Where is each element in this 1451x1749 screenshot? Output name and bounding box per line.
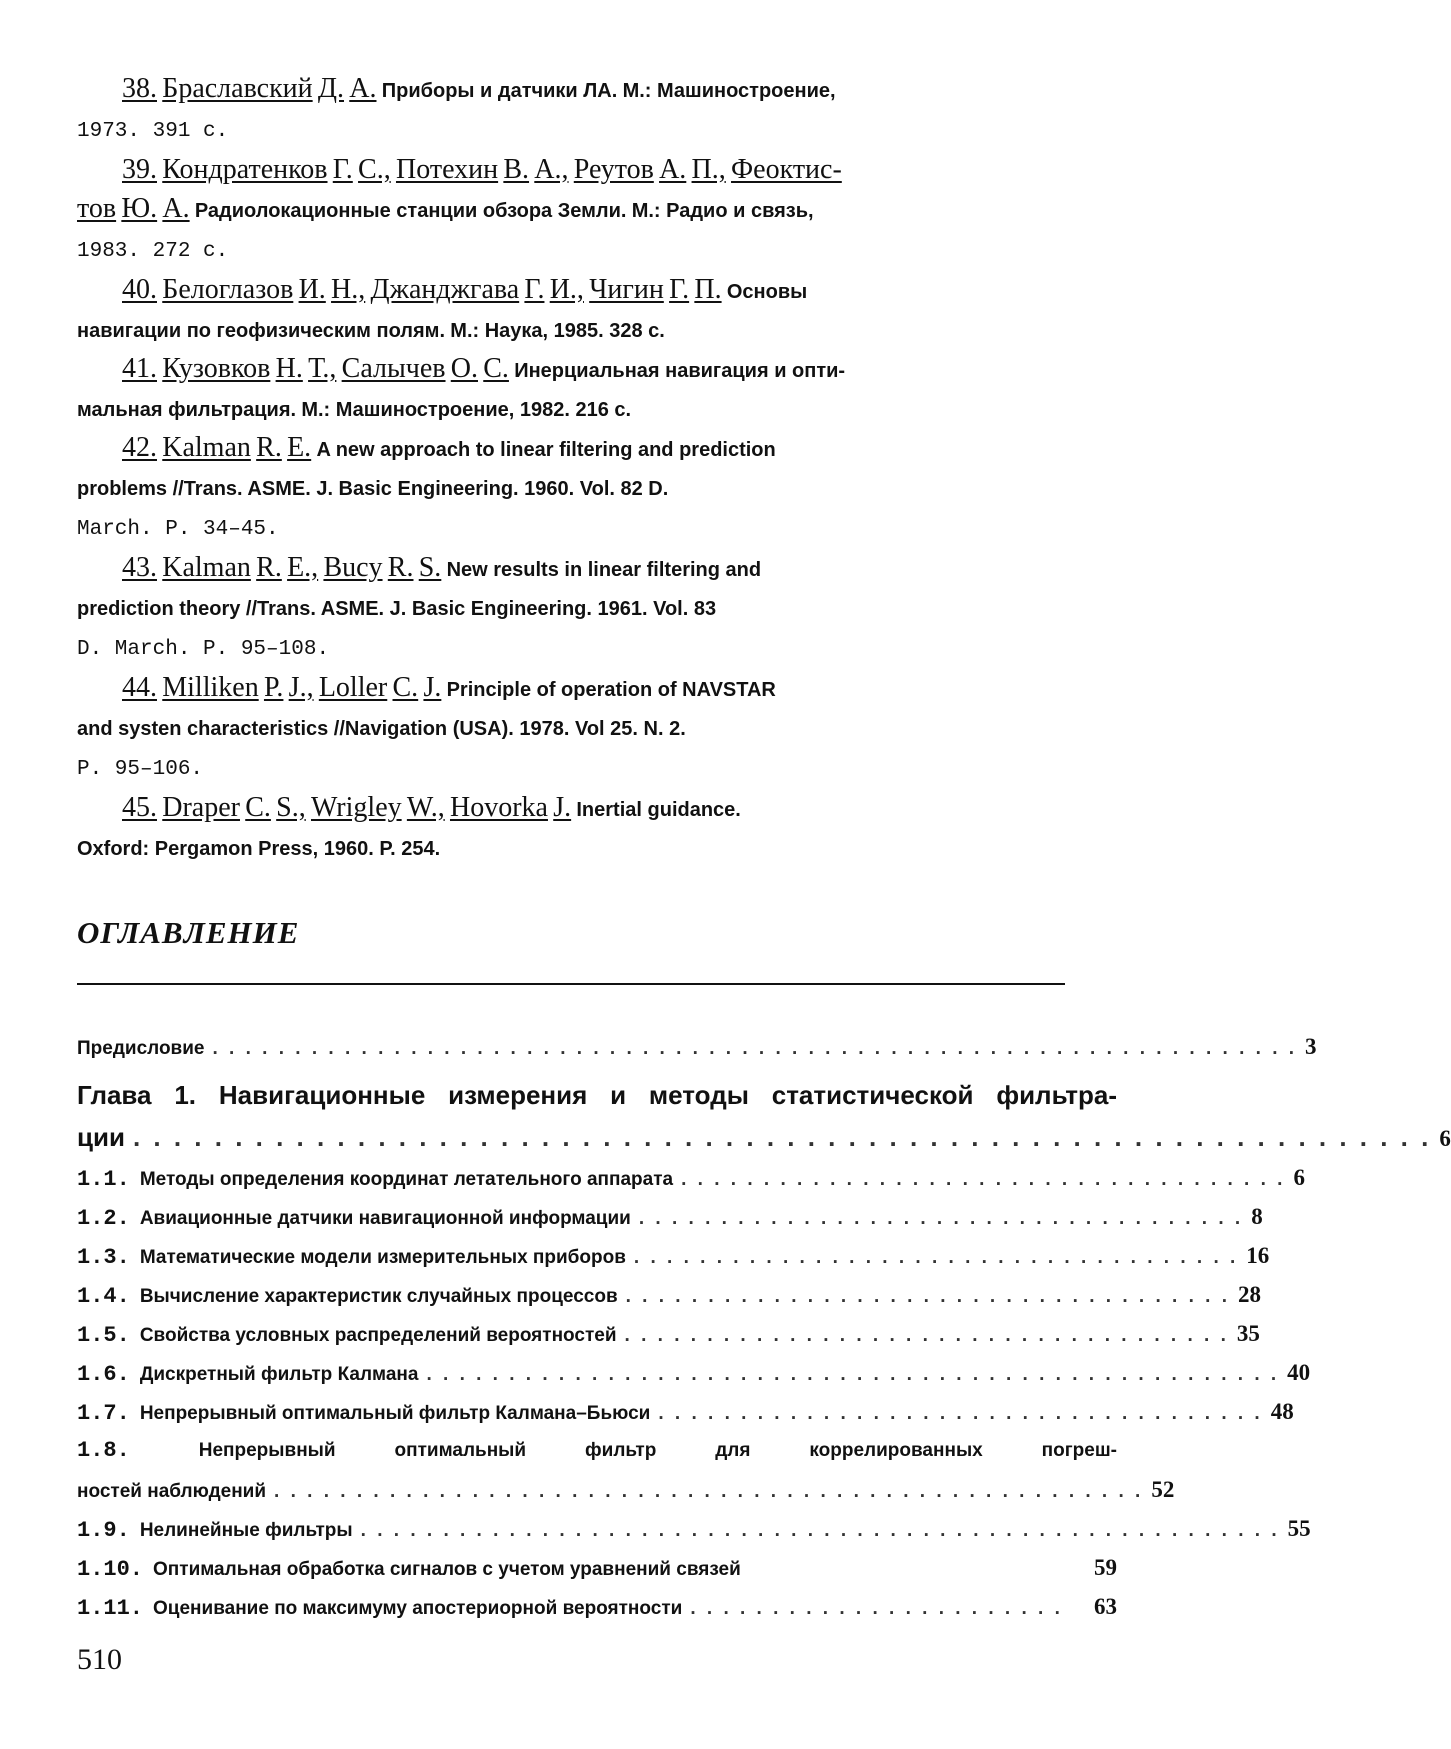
reference-44 <box>77 669 1117 789</box>
toc-page: 6 <box>1439 1126 1451 1151</box>
ref-author: E., <box>287 552 319 583</box>
toc-page: 3 <box>1305 1034 1317 1059</box>
toc-section-number: 1.6. <box>77 1362 130 1387</box>
ref-author: Реутов <box>573 154 654 185</box>
toc-page: 35 <box>1236 1321 1260 1346</box>
toc-page: 63 <box>1094 1594 1117 1619</box>
ref-author: П. <box>694 274 722 305</box>
ref-author: Bucy <box>323 552 383 583</box>
toc-entry-section-1-8[interactable] <box>77 1431 1117 1470</box>
toc-entry-chapter-1[interactable] <box>77 1074 1117 1116</box>
ref-author: W., <box>406 792 445 823</box>
ref-title: Приборы и датчики ЛА. <box>381 80 618 102</box>
ref-author: Н. <box>275 353 303 384</box>
toc-divider <box>77 983 1065 985</box>
toc-label: Нелинейные фильтры <box>139 1520 353 1541</box>
toc-section-number: 1.7. <box>77 1401 130 1426</box>
ref-author: И. <box>298 274 326 305</box>
toc-label: Оценивание по максимуму апостериорной вероятности <box>153 1598 683 1619</box>
page-number: 510 <box>77 1643 122 1676</box>
ref-author: А. <box>659 154 687 185</box>
ref-author: Г. <box>524 274 545 305</box>
ref-title-cont: Oxford: Pergamon Press, 1960. P. 254. <box>77 838 441 860</box>
toc-page: 8 <box>1251 1204 1263 1229</box>
ref-author: Потехин <box>395 154 499 185</box>
reference-43 <box>77 549 1117 669</box>
ref-author: J. <box>553 792 572 823</box>
bibliography <box>77 70 1117 868</box>
ref-author: Феоктис- <box>731 154 842 185</box>
toc-section-number: 1.1. <box>77 1167 130 1192</box>
toc-section-number: 1.2. <box>77 1206 130 1231</box>
ref-number: 43. <box>122 552 157 583</box>
ref-author: Milliken <box>162 672 259 703</box>
toc-label: Предисловие <box>77 1038 205 1059</box>
reference-38 <box>77 70 1117 151</box>
toc-entry-section[interactable] <box>77 1275 1261 1314</box>
ref-number: 44. <box>122 672 157 703</box>
toc-leader: . . . . . . . . . . . . . . . . . . . . . . . . . . . . . . . . . . . . . . . . . . . . . . . . . . . . <box>426 1364 1280 1385</box>
ref-author: П., <box>691 154 726 185</box>
ref-tail: 1983. 272 с. <box>77 240 229 263</box>
toc-entry-section[interactable] <box>77 1314 1260 1353</box>
ref-author: P. <box>263 672 284 703</box>
ref-author: Ю. <box>121 193 158 224</box>
toc-leader: . . . . . . . . . . . . . . . . . . . . . . . . . . . . . . . . . . . . . . . . . . . . . . . . . . . . . . . . . . . . . . . . . . <box>212 1038 1298 1059</box>
ref-author: С., <box>358 154 391 185</box>
ref-author: Т., <box>308 353 337 384</box>
toc-page: 6 <box>1293 1165 1305 1190</box>
ref-author: Loller <box>318 672 388 703</box>
ref-author: C. <box>392 672 419 703</box>
toc-label: Дискретный фильтр Калмана <box>139 1364 419 1385</box>
toc-entry-section[interactable] <box>77 1158 1305 1197</box>
ref-number: 41. <box>122 353 157 384</box>
toc-page: 48 <box>1270 1399 1294 1424</box>
ref-title: Инерциальная навигация и опти- <box>514 360 846 382</box>
ref-author: Н., <box>331 274 366 305</box>
ref-author: R. <box>387 552 414 583</box>
toc-entry-section[interactable] <box>77 1587 1117 1626</box>
toc-section-number: 1.10. <box>77 1557 144 1582</box>
ref-publisher: М.: Радио и связь, <box>631 200 814 222</box>
ref-author: Kalman <box>162 432 251 463</box>
toc-label: Методы определения координат летательного аппарата <box>139 1169 674 1190</box>
reference-41 <box>77 350 1117 429</box>
ref-author: С. <box>483 353 509 384</box>
ref-number: 40. <box>122 274 157 305</box>
toc-entry-section[interactable] <box>77 1353 1311 1392</box>
toc-label-cont: ностей наблюдений <box>77 1481 267 1502</box>
toc-label: Вычисление характеристик случайных процессов <box>139 1286 618 1307</box>
ref-author: C. <box>245 792 271 823</box>
toc-entry-section[interactable] <box>77 1548 1117 1587</box>
ref-tail: March. P. 34–45. <box>77 518 279 541</box>
toc-leader: . . . . . . . . . . . . . . . . . . . . . . . . . . . . . . . . . . . . . <box>658 1403 1263 1424</box>
ref-author: Г. <box>332 154 353 185</box>
ref-author: J. <box>423 672 442 703</box>
toc-section-number: 1.3. <box>77 1245 130 1270</box>
toc-label: Математические модели измерительных приборов <box>139 1247 626 1268</box>
ref-author: А., <box>534 154 569 185</box>
ref-author: Д. <box>317 73 344 104</box>
ref-publisher: М.: Машиностроение, 1982. 216 с. <box>301 399 632 421</box>
ref-author: S. <box>418 552 442 583</box>
ref-publisher: М.: Машиностроение, <box>622 80 836 102</box>
toc-section-number: 1.5. <box>77 1323 130 1348</box>
ref-author: А. <box>162 193 190 224</box>
toc-page: 16 <box>1246 1243 1270 1268</box>
ref-author: Wrigley <box>311 792 402 823</box>
toc-label-cont: ции <box>77 1122 125 1152</box>
ref-author: И., <box>549 274 584 305</box>
ref-title: A new approach to linear filtering and prediction <box>316 439 776 461</box>
ref-author: S., <box>276 792 306 823</box>
ref-title: New results in linear filtering and <box>446 559 762 581</box>
ref-title: Inertial guidance. <box>576 799 741 821</box>
toc-entry-section[interactable] <box>77 1509 1311 1548</box>
ref-title-cont: and systen characteristics //Navigation (USA). 1978. Vol 25. N. 2. <box>77 718 686 740</box>
ref-author: R. <box>256 552 282 583</box>
ref-title: Principle of operation of NAVSTAR <box>446 679 776 701</box>
toc-entry-section[interactable] <box>77 1392 1294 1431</box>
toc-page: 55 <box>1287 1516 1311 1541</box>
table-of-contents <box>77 1027 1451 1626</box>
ref-title-cont: мальная фильтрация. <box>77 399 297 421</box>
reference-42 <box>77 429 1117 549</box>
toc-entry-preface[interactable] <box>77 1027 1317 1066</box>
ref-author: Салычев <box>341 353 446 384</box>
reference-39 <box>77 151 1117 271</box>
ref-author: J., <box>288 672 314 703</box>
reference-40 <box>77 271 1117 350</box>
ref-author: Кондратенков <box>162 154 328 185</box>
ref-author: Hovorka <box>449 792 548 823</box>
ref-tail: 1973. 391 с. <box>77 120 229 143</box>
toc-leader <box>749 1550 1065 1589</box>
ref-author: Kalman <box>162 552 251 583</box>
toc-section-number: 1.9. <box>77 1518 130 1543</box>
ref-number: 42. <box>122 432 157 463</box>
ref-author: Чигин <box>589 274 664 305</box>
ref-author: тов <box>77 193 117 224</box>
ref-tail: D. March. P. 95–108. <box>77 638 330 661</box>
ref-number: 39. <box>122 154 157 185</box>
toc-entry-section-1-8-cont[interactable] <box>77 1470 1175 1509</box>
ref-title: Радиолокационные станции обзора Земли. <box>194 200 627 222</box>
toc-leader: . . . . . . . . . . . . . . . . . . . . . . . . . . . . . . . . . . . . . . . . . . . . . . . . . . . . . <box>274 1481 1144 1502</box>
ref-publisher: М.: Наука, 1985. 328 с. <box>450 320 665 342</box>
toc-heading: ОГЛАВЛЕНИЕ <box>77 915 300 950</box>
ref-author: О. <box>450 353 478 384</box>
toc-leader: . . . . . . . . . . . . . . . . . . . . . . . <box>690 1598 1063 1619</box>
ref-number: 45. <box>122 792 157 823</box>
ref-number: 38. <box>122 73 157 104</box>
toc-entry-section[interactable] <box>77 1236 1270 1275</box>
ref-author: А. <box>349 73 377 104</box>
ref-author: Джанджгава <box>370 274 520 305</box>
toc-leader: . . . . . . . . . . . . . . . . . . . . . . . . . . . . . . . . . . . . . <box>624 1325 1229 1346</box>
ref-title-cont: навигации по геофизическим полям. <box>77 320 446 342</box>
toc-leader: . . . . . . . . . . . . . . . . . . . . . . . . . . . . . . . . . . . . . <box>681 1169 1286 1190</box>
toc-label: Непрерывный оптимальный фильтр для коррелированных погреш- <box>198 1440 1117 1461</box>
ref-title-cont: prediction theory //Trans. ASME. J. Basic Engineering. 1961. Vol. 83 <box>77 598 717 620</box>
reference-45 <box>77 789 1117 868</box>
toc-label: Непрерывный оптимальный фильтр Калмана–Бьюси <box>139 1403 651 1424</box>
toc-leader: . . . . . . . . . . . . . . . . . . . . . . . . . . . . . . . . . . . . . <box>638 1208 1244 1229</box>
toc-label: Оптимальная обработка сигналов с учетом уравнений связей <box>153 1559 741 1580</box>
toc-page: 40 <box>1287 1360 1311 1385</box>
ref-author: Кузовков <box>162 353 271 384</box>
toc-section-number: 1.8. <box>77 1438 130 1463</box>
ref-author: В. <box>503 154 530 185</box>
ref-author: Draper <box>162 792 240 823</box>
toc-section-number: 1.11. <box>77 1596 144 1621</box>
ref-author: E. <box>287 432 312 463</box>
toc-section-number: 1.4. <box>77 1284 130 1309</box>
toc-page: 59 <box>1094 1555 1117 1580</box>
ref-title-cont: problems //Trans. ASME. J. Basic Engineering. 1960. Vol. 82 D. <box>77 478 669 500</box>
ref-author: Браславский <box>162 73 313 104</box>
ref-tail: P. 95–106. <box>77 758 204 781</box>
toc-label: Авиационные датчики навигационной информации <box>139 1208 631 1229</box>
toc-entry-section[interactable] <box>77 1197 1263 1236</box>
toc-leader: . . . . . . . . . . . . . . . . . . . . . . . . . . . . . . . . . . . . . . . . . . . . . . . . . . . . . . . . <box>360 1520 1280 1541</box>
ref-title: Основы <box>726 281 808 303</box>
toc-label: Свойства условных распределений вероятностей <box>139 1325 617 1346</box>
toc-label: Глава 1. Навигационные измерения и методы статистической фильтра- <box>77 1080 1117 1110</box>
toc-leader: . . . . . . . . . . . . . . . . . . . . . . . . . . . . . . . . . . . . . . . . . . . . . . . . . . . . . . . . . . . . . . . . <box>132 1122 1432 1152</box>
toc-page: 28 <box>1237 1282 1261 1307</box>
ref-author: Г. <box>669 274 690 305</box>
toc-page: 52 <box>1151 1477 1175 1502</box>
toc-entry-chapter-1-cont[interactable] <box>77 1116 1451 1158</box>
ref-author: Белоглазов <box>162 274 294 305</box>
toc-leader: . . . . . . . . . . . . . . . . . . . . . . . . . . . . . . . . . . . . . <box>633 1247 1239 1268</box>
toc-leader: . . . . . . . . . . . . . . . . . . . . . . . . . . . . . . . . . . . . . <box>625 1286 1230 1307</box>
ref-author: R. <box>256 432 282 463</box>
